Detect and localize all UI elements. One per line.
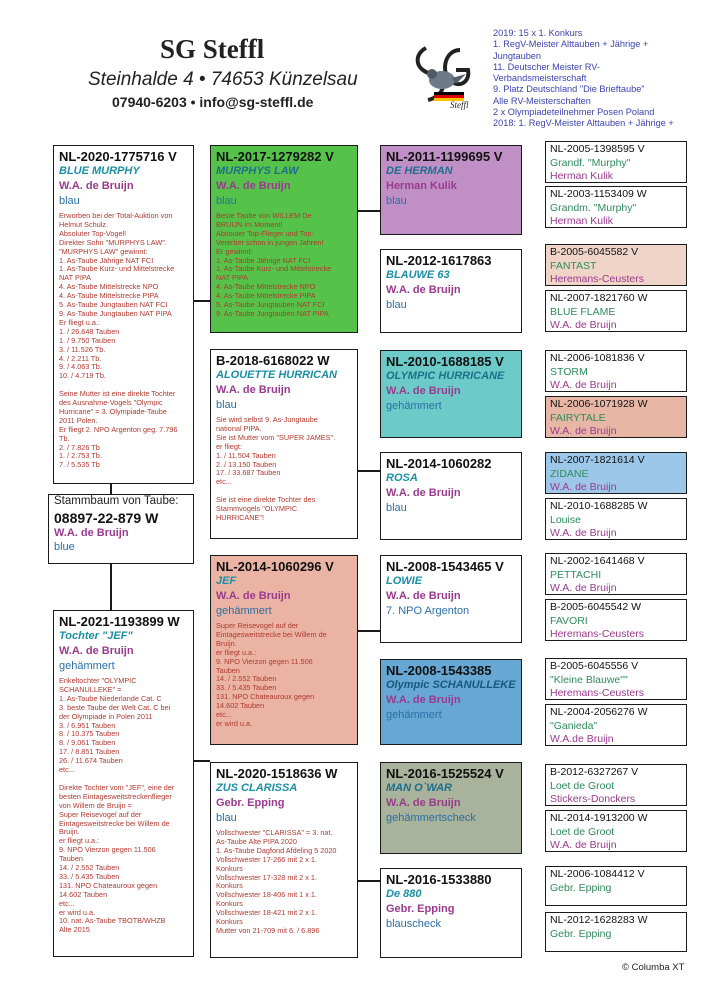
- ggg-name: Grandf. "Murphy": [550, 157, 631, 169]
- loft-address: Steinhalde 4 • 74653 Künzelsau: [88, 69, 358, 90]
- gg7-ring: NL-2016-1525524 V: [386, 766, 504, 781]
- gg8-name: De 880: [386, 888, 422, 900]
- g4-breeder: Gebr. Epping: [216, 797, 285, 809]
- ggg-card-7: [545, 452, 687, 494]
- award-line: Verbandsmeisterschaft: [493, 73, 587, 84]
- dam-card: [53, 610, 194, 957]
- subject-label: Stammbaum von Taube:: [54, 495, 179, 507]
- ggg-ring: NL-2006-1071928 W: [550, 398, 648, 410]
- ggg-breeder: W.A. de Bruijn: [550, 379, 617, 391]
- gg7-breeder: W.A. de Bruijn: [386, 797, 461, 809]
- footer-copyright: © Columba XT: [622, 962, 685, 973]
- ggg-card-11: [545, 658, 687, 700]
- ggg-name: "Ganieda": [550, 720, 598, 732]
- ggg-ring: NL-2012-1628283 W: [550, 914, 648, 926]
- gg-card-2: [380, 249, 522, 333]
- gg8-ring: NL-2016-1533880: [386, 872, 492, 887]
- ggg-name: Grandm. "Murphy": [550, 202, 637, 214]
- gg-card-1: [380, 145, 522, 235]
- gg3-color: gehämmert: [386, 400, 442, 412]
- ggg-ring: B-2005-6045582 V: [550, 246, 639, 258]
- grandsire-paternal-card: [210, 145, 358, 333]
- ggg-name: ZIDANE: [550, 468, 589, 480]
- ggg-breeder: W.A. de Bruijn: [550, 425, 617, 437]
- award-line: 2019: 15 x 1. Konkurs: [493, 28, 583, 38]
- gg5-ring: NL-2008-1543465 V: [386, 559, 504, 574]
- ggg-breeder: Heremans-Ceusters: [550, 628, 644, 640]
- g2-name: ALOUETTE HURRICAN: [216, 369, 337, 381]
- ggg-ring: B-2012-6327267 V: [550, 766, 639, 778]
- g3-notes: Super Reisevogel auf der Eintagesweitstrecke bei Willem de Bruijn. er fliegt u.a.: 9. NPO Vierzon gegen 11.506 Tauben 14. / 2.552 Tauben 33. / 5.435 Tauben 131. NPO Chateauroux gegen 14.602 Tauben etc... er wird u.a.: [216, 621, 327, 728]
- g1-ring: NL-2017-1279282 V: [216, 149, 334, 164]
- ggg-name: "Kleine Blauwe"": [550, 674, 628, 686]
- gg5-color: 7. NPO Argenton: [386, 605, 470, 617]
- ggg-name: Loet de Groot: [550, 826, 615, 838]
- ggg-ring: NL-2004-2056276 W: [550, 706, 648, 718]
- gg-card-4: [380, 452, 522, 540]
- ggg-breeder: Herman Kulik: [550, 170, 614, 182]
- ggg-ring: NL-2005-1398595 V: [550, 143, 645, 155]
- gg1-breeder: Herman Kulik: [386, 180, 457, 192]
- gg7-name: MAN O`WAR: [386, 782, 452, 794]
- dam-notes: Enkeltochter "OLYMPIC SCHANULLEKE" = 1. As-Taube Niederlande Cat. C 3. beste Taube der Welt Cat. C bei der Olympiade in Polen 2011 3. / 6.951 Tauben 8. / 10.375 Tauben 8. / 9.061 Tauben 17. / 8.851 Tauben 26. / 11.674 Tauben etc... Direkte Tochter vom "JEF", eine der besten Eintagesweitstreckenflieger von Willem de Bruijn = Super Reisevogel auf der Eintagesweitstrecke bei Willem de Bruijn. er fliegt u.a.: 9. NPO Vierzon gegen 11.506 Tauben 14. / 2.552 Tauben 33. / 5.435 Tauben 131. NPO Chateauroux gegen 14.602 Tauben etc... er wird u.a. 10. nat. As-Taube TBOTB/WHZB Alte 2015: [59, 676, 175, 935]
- granddam-paternal-card: [210, 349, 358, 539]
- gg8-color: blauscheck: [386, 918, 442, 930]
- gg7-color: gehämmertscheck: [386, 812, 476, 824]
- ggg-ring: NL-2007-1821614 V: [550, 454, 645, 466]
- gg4-ring: NL-2014-1060282: [386, 456, 492, 471]
- gg2-breeder: W.A. de Bruijn: [386, 284, 461, 296]
- ggg-breeder: W.A. de Bruijn: [550, 582, 617, 594]
- g1-breeder: W.A. de Bruijn: [216, 180, 291, 192]
- ggg-ring: NL-2002-1641468 V: [550, 555, 645, 567]
- ggg-card-10: [545, 599, 687, 641]
- g2-notes: Sie wird selbst 9. As-Jungtaube national PIPA. Sie ist Mutter vom "SUPER JAMES". er fliegt: 1. / 11.504 Tauben 2. / 13.150 Tauben 17. / 33.687 Tauben etc... Sie ist eine direkte Tochter des Stammvogels "OLYMPIC HURRICANE"!: [216, 415, 336, 522]
- g1-color: blau: [216, 195, 237, 207]
- ggg-card-12: [545, 704, 687, 746]
- g2-ring: B-2018-6168022 W: [216, 353, 330, 368]
- sire-color: blau: [59, 195, 80, 207]
- ggg-name: Gebr. Epping: [550, 882, 612, 894]
- g4-name: ZUS CLARISSA: [216, 782, 298, 794]
- awards-list: [493, 28, 723, 130]
- ggg-card-13: [545, 764, 687, 806]
- ggg-breeder: Heremans-Ceusters: [550, 687, 644, 699]
- ggg-name: FAIRYTALE: [550, 412, 606, 424]
- award-line: 2 x Olympiadeteilnehmer Posen Poland: [493, 107, 655, 118]
- page-title: SG Steffl: [160, 34, 265, 64]
- ggg-breeder: Herman Kulik: [550, 215, 614, 227]
- gg-card-8: [380, 868, 522, 958]
- gg2-color: blau: [386, 299, 407, 311]
- granddam-maternal-card: [210, 762, 358, 958]
- gg2-ring: NL-2012-1617863: [386, 253, 492, 268]
- gg4-color: blau: [386, 502, 407, 514]
- award-line: Jungtauben: [493, 50, 542, 61]
- dam-ring: NL-2021-1193899 W: [59, 614, 180, 629]
- ggg-ring: NL-2006-1084412 V: [550, 868, 645, 880]
- ggg-card-8: [545, 498, 687, 540]
- dam-name: Tochter "JEF": [59, 630, 133, 642]
- g3-color: gehämmert: [216, 605, 272, 617]
- g4-notes: Vollschwester "CLARISSA" = 3. nat. As-Taube Alte PIPA 2020 1. As-Taube Dagfond Afdeling 5 2020 Vollschwester 17-266 mit 2 x 1. Konkurs Vollschwester 17-328 mit 2 x 1. Konkurs Vollschwester 18-406 mit 1 x 1. Konkurs Vollschwester 18-421 mit 2 x 1. Konkurs Mutter von 21-709 mit 6. / 6.896: [216, 828, 337, 935]
- g1-notes: Beste Taube von WILLEM De BRUIJN im Moment! Absouter Top-Flieger und Top- Vererber schon in jungen Jahren! Er gewinnt: 1. As-Taube Jährige NAT FCI 1. As-Taube Kurz- und Mittelstrecke NAT PIPA 4. As-Taube Mittelstrecke NPO 4. As-Taube Mittelstrecke PIPA 5. As-Taube Jungtauben NAT FCI 9. As-Taube Jungtauben NAT PIPA: [216, 211, 332, 318]
- sire-notes: Erworben bei der Total-Auktion von Helmut Schulz. Absoluter Top-Vogel! Direkter Sohn "MURPHYS LAW". "MURPHYS LAW" gewinnt: 1. As-Taube Jährige NAT FCI 1. As-Taube Kurz- und Mittelstrecke NAT PIPA 4. As-Taube Mittelstrecke NPO 4. As-Taube Mittelstrecke PIPA 5. As-Taube Jungtauben NAT FCI 9. As-Taube Jungtauben NAT PIPA Er fliegt u.a.: 1. / 26.648 Tauben 1. / 9.750 Tauben 3. / 11.526 Tb. 4. / 2.211 Tb. 9. / 4.063 Tb. 10. / 4.719 Tb. Seine Mutter ist eine direkte Tochter des Ausnahme-Vogels "Olympic Hurricane" = 3. Olympiade-Taube 2011 Polen. Er fliegt 2. NPO Argenton geg. 7.796 Tb. 2. / 7.826 Tb 1. / 2.753 Tb. 7. / 5.535 Tb: [59, 211, 178, 470]
- ggg-ring: B-2005-6045556 V: [550, 660, 639, 672]
- ggg-name: PETTACHI: [550, 569, 602, 581]
- loft-logo: [404, 40, 488, 110]
- subject-ring: 08897-22-879 W: [54, 510, 159, 526]
- ggg-ring: NL-2014-1913200 W: [550, 812, 648, 824]
- gg4-name: ROSA: [386, 472, 418, 484]
- ggg-name: STORM: [550, 366, 588, 378]
- ggg-breeder: Stickers-Donckers: [550, 793, 636, 805]
- g4-color: blau: [216, 812, 237, 824]
- ggg-card-4: [545, 290, 687, 332]
- gg3-breeder: W.A. de Bruijn: [386, 385, 461, 397]
- sire-card: [53, 145, 194, 484]
- logo-wordmark: Steffl: [450, 100, 469, 110]
- gg8-breeder: Gebr. Epping: [386, 903, 455, 915]
- ggg-card-9: [545, 553, 687, 595]
- ggg-breeder: W.A. de Bruijn: [550, 527, 617, 539]
- ggg-card-6: [545, 396, 687, 438]
- dam-color: gehämmert: [59, 660, 115, 672]
- ggg-name: BLUE FLAME: [550, 306, 616, 318]
- ggg-ring: NL-2007-1821760 W: [550, 292, 648, 304]
- award-line: 9. Platz Deutschland "Die Brieftaube": [493, 84, 645, 95]
- sire-ring: NL-2020-1775716 V: [59, 149, 177, 164]
- gg5-breeder: W.A. de Bruijn: [386, 590, 461, 602]
- gg1-name: DE HERMAN: [386, 165, 453, 177]
- pigeon-logo-icon: [404, 40, 488, 110]
- ggg-name: Loet de Groot: [550, 780, 615, 792]
- gg6-breeder: W.A. de Bruijn: [386, 694, 461, 706]
- g2-color: blau: [216, 399, 237, 411]
- gg3-name: OLYMPIC HURRICANE: [386, 370, 505, 382]
- g2-breeder: W.A. de Bruijn: [216, 384, 291, 396]
- subject-color: blue: [54, 541, 75, 553]
- dam-breeder: W.A. de Bruijn: [59, 645, 134, 657]
- gg2-name: BLAUWE 63: [386, 269, 450, 281]
- ggg-card-1: [545, 141, 687, 183]
- ggg-name: FANTAST: [550, 260, 597, 272]
- subject-card: [48, 494, 194, 564]
- award-line: 2018: 1. RegV-Meister Alttauben + Jährige +: [493, 118, 674, 129]
- ggg-card-15: [545, 866, 687, 906]
- ggg-breeder: Heremans-Ceusters: [550, 273, 644, 285]
- g1-name: MURPHYS LAW: [216, 165, 299, 177]
- sire-name: BLUE MURPHY: [59, 165, 140, 177]
- award-line: 11. Deutscher Meister RV-: [493, 61, 600, 72]
- ggg-breeder: W.A. de Bruijn: [550, 481, 617, 493]
- g3-ring: NL-2014-1060296 V: [216, 559, 334, 574]
- ggg-name: FAVORI: [550, 615, 588, 627]
- ggg-name: Louise: [550, 514, 581, 526]
- ggg-card-16: [545, 912, 687, 952]
- ggg-ring: B-2005-6045542 W: [550, 601, 642, 613]
- gg6-color: gehämmert: [386, 709, 442, 721]
- ggg-ring: NL-2003-1153409 W: [550, 188, 647, 200]
- ggg-ring: NL-2010-1688285 W: [550, 500, 648, 512]
- ggg-breeder: W.A. de Bruijn: [550, 319, 617, 331]
- g3-breeder: W.A. de Bruijn: [216, 590, 291, 602]
- gg4-breeder: W.A. de Bruijn: [386, 487, 461, 499]
- award-line: 1. RegV-Meister Alttauben + Jährige +: [493, 39, 649, 50]
- gg6-ring: NL-2008-1543385: [386, 663, 492, 678]
- ggg-card-3: [545, 244, 687, 286]
- ggg-card-14: [545, 810, 687, 852]
- gg1-ring: NL-2011-1199695 V: [386, 149, 503, 164]
- loft-contact: 07940-6203 • info@sg-steffl.de: [112, 94, 314, 110]
- grandsire-maternal-card: [210, 555, 358, 745]
- gg-card-5: [380, 555, 522, 643]
- award-line: Alle RV-Meisterschaften: [493, 95, 591, 106]
- g4-ring: NL-2020-1518636 W: [216, 766, 338, 781]
- gg-card-7: [380, 762, 522, 854]
- ggg-card-2: [545, 186, 687, 228]
- gg-card-6: [380, 659, 522, 745]
- subject-breeder: W.A. de Bruijn: [54, 527, 129, 539]
- ggg-ring: NL-2006-1081836 V: [550, 352, 645, 364]
- gg1-color: blau: [386, 195, 407, 207]
- gg5-name: LOWIE: [386, 575, 423, 587]
- ggg-card-5: [545, 350, 687, 392]
- sire-breeder: W.A. de Bruijn: [59, 180, 134, 192]
- gg6-name: Olympic SCHANULLEKE: [386, 679, 516, 691]
- g3-name: JEF: [216, 575, 237, 587]
- ggg-breeder: W.A. de Bruijn: [550, 839, 617, 851]
- ggg-breeder: W.A.de Bruijn: [550, 733, 614, 745]
- gg3-ring: NL-2010-1688185 V: [386, 354, 504, 369]
- gg-card-3: [380, 350, 522, 438]
- ggg-name: Gebr. Epping: [550, 928, 612, 940]
